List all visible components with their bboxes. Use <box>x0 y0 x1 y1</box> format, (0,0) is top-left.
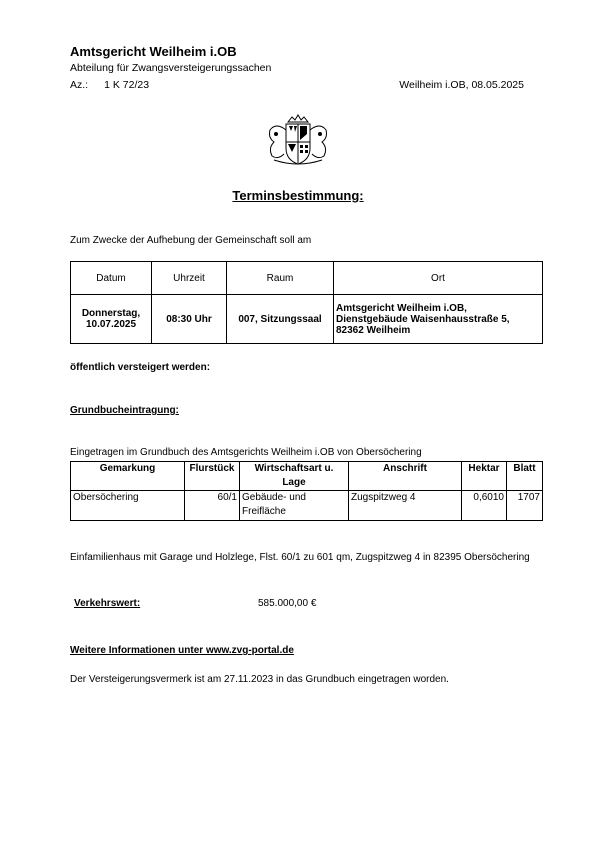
market-value: 585.000,00 € <box>258 598 317 609</box>
appointment-time: 08:30 Uhr <box>152 295 227 344</box>
department: Abteilung für Zwangsversteigerungssachen <box>70 62 272 74</box>
appointment-location: Amtsgericht Weilheim i.OB, Dienstgebäude Waisenhausstraße 5, 82362 Weilheim <box>334 295 543 344</box>
header-room: Raum <box>227 262 334 295</box>
header-gemarkung: Gemarkung <box>71 462 185 491</box>
file-reference-label: Az.: <box>70 79 89 91</box>
cell-hektar: 0,6010 <box>462 491 507 521</box>
appointment-date: Donnerstag, 10.07.2025 <box>71 295 152 344</box>
cell-blatt: 1707 <box>507 491 543 521</box>
appointment-table <box>70 261 543 344</box>
register-text: Eingetragen im Grundbuch des Amtsgerichts Weilheim i.OB von Obersöchering <box>70 447 422 458</box>
market-value-label: Verkehrswert: <box>74 598 141 609</box>
header-anschrift: Anschrift <box>349 462 462 491</box>
header-flurstueck: Flurstück <box>185 462 240 491</box>
cell-wirtschaftsart: Gebäude- und Freifläche <box>240 491 349 521</box>
header-date: Datum <box>71 262 152 295</box>
property-description: Einfamilienhaus mit Garage und Holzlege, Flst. 60/1 zu 601 qm, Zugspitzweg 4 in 82395 Obersöchering <box>70 552 530 563</box>
file-reference <box>70 79 149 91</box>
appointment-room: 007, Sitzungssaal <box>227 295 334 344</box>
header-blatt: Blatt <box>507 462 543 491</box>
land-register-heading: Grundbucheintragung: <box>70 405 179 416</box>
cell-gemarkung: Obersöchering <box>71 491 185 521</box>
header-hektar: Hektar <box>462 462 507 491</box>
coat-of-arms-icon <box>262 112 334 168</box>
more-info-link[interactable]: Weitere Informationen unter www.zvg-portal.de <box>70 645 294 656</box>
table-header-row <box>71 462 543 491</box>
header-wirtschaftsart: Wirtschaftsart u. Lage <box>240 462 349 491</box>
auction-statement: öffentlich versteigert werden: <box>70 362 211 373</box>
document-title: Terminsbestimmung: <box>232 188 364 203</box>
table-row <box>71 491 543 521</box>
register-note: Der Versteigerungsvermerk ist am 27.11.2023 in das Grundbuch eingetragen worden. <box>70 674 449 685</box>
table-header-row <box>71 262 543 295</box>
intro-text: Zum Zwecke der Aufhebung der Gemeinschaft soll am <box>70 235 312 246</box>
place-date: Weilheim i.OB, 08.05.2025 <box>399 79 524 91</box>
table-row <box>71 295 543 344</box>
cell-flurstueck: 60/1 <box>185 491 240 521</box>
header-location: Ort <box>334 262 543 295</box>
header-time: Uhrzeit <box>152 262 227 295</box>
cell-anschrift: Zugspitzweg 4 <box>349 491 462 521</box>
file-reference-number: 1 K 72/23 <box>104 79 150 91</box>
court-name: Amtsgericht Weilheim i.OB <box>70 44 237 59</box>
parcel-table <box>70 461 543 521</box>
